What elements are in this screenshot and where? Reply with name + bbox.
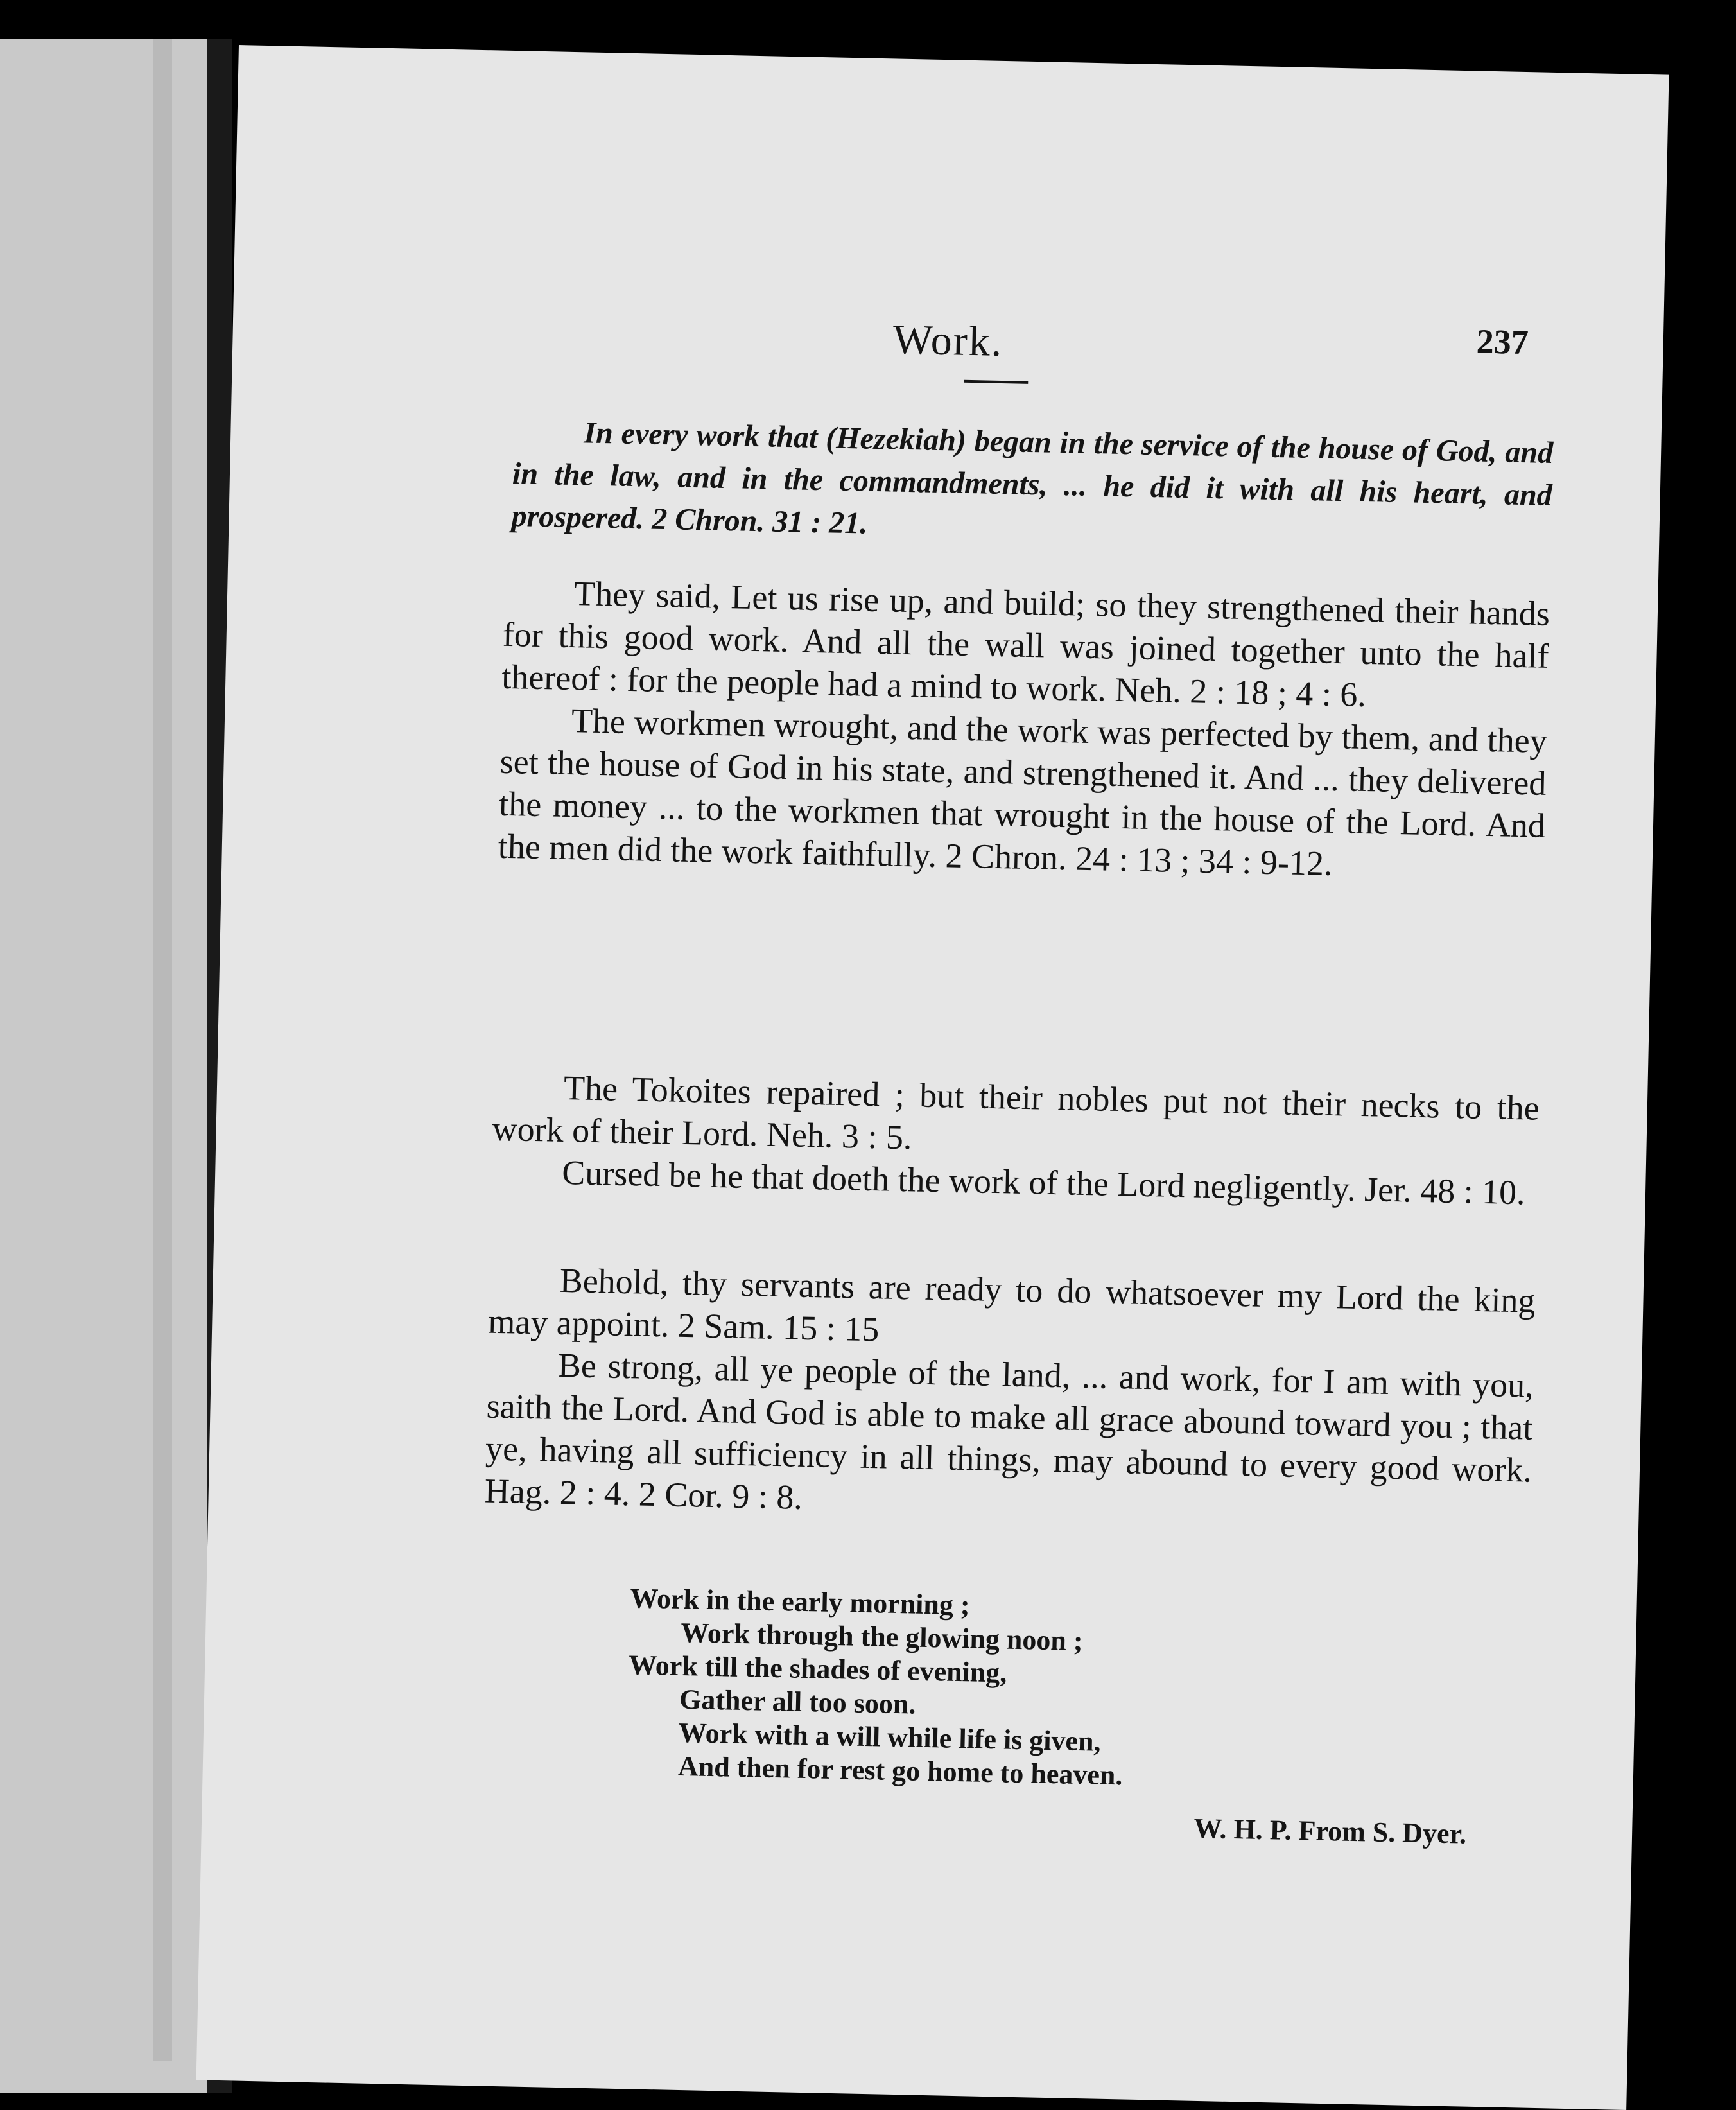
poem-line: Work through the glowing noon ; [680,1616,1084,1657]
poem-line: Gather all too soon. [679,1683,916,1720]
paragraph: Be strong, all ye people of the land, ... and work, for I am with you, saith the Lord. And God is able to make all grace abound toward you ; that ye, having all sufficiency in all things, may abound to every good work. Hag. 2 : 4. 2 Cor. 9 : 8. [484,1345,1534,1517]
paragraph: The Tokoites repaired ; but their nobles put not their necks to the work of their Lord. Neh. 3 : 5. [492,1068,1540,1157]
page-number: 237 [1476,322,1529,362]
paragraph: Behold, thy servants are ready to do whatsoever my Lord the king may appoint. 2 Sam. 15 : 15 [487,1260,1536,1349]
text-block-2 [491,1065,1540,1214]
text-block-3 [484,1258,1536,1534]
poem-line: And then for rest go home to heaven. [677,1750,1123,1792]
left-page-edge [0,39,207,2093]
poem-line: Work in the early morning ; [629,1582,971,1621]
poem-line: Work till the shades of evening, [628,1649,1007,1689]
poem [626,1582,1464,1799]
poem-line: Work with a will while life is given, [678,1716,1102,1757]
paragraph: Cursed be he that doeth the work of the Lord negligently. Jer. 48 : 10. [561,1153,1526,1212]
epigraph: In every work that (Hezekiah) began in the service of the house of God, and in the law, and in the commandments, ... he did it with all his heart, and prospered. 2 Chron. 31 : 21. [511,415,1554,541]
attribution: W. H. P. From S. Dyer. [1194,1812,1467,1850]
left-page-fold [153,39,172,2061]
paragraph: They said, Let us rise up, and build; so they strengthened their hands for this good work. And all the wall was joined together unto the half thereof : for the people had a mind to work. Neh. 2 : 18 ; 4 : 6. [501,574,1550,714]
text-block-1 [498,571,1550,889]
book-page [196,45,1669,2110]
paragraph: The workmen wrought, and the work was perfected by them, and they set the house of God in his state, and strengthened it. And ... they delivered the money ... to the workmen that wrought in the house of the Lord. And the men did the work faithfully. 2 Chron. 24 : 13 ; 34 : 9-12. [498,701,1548,883]
page-title: Work. [892,316,1004,366]
title-rule [964,380,1028,384]
